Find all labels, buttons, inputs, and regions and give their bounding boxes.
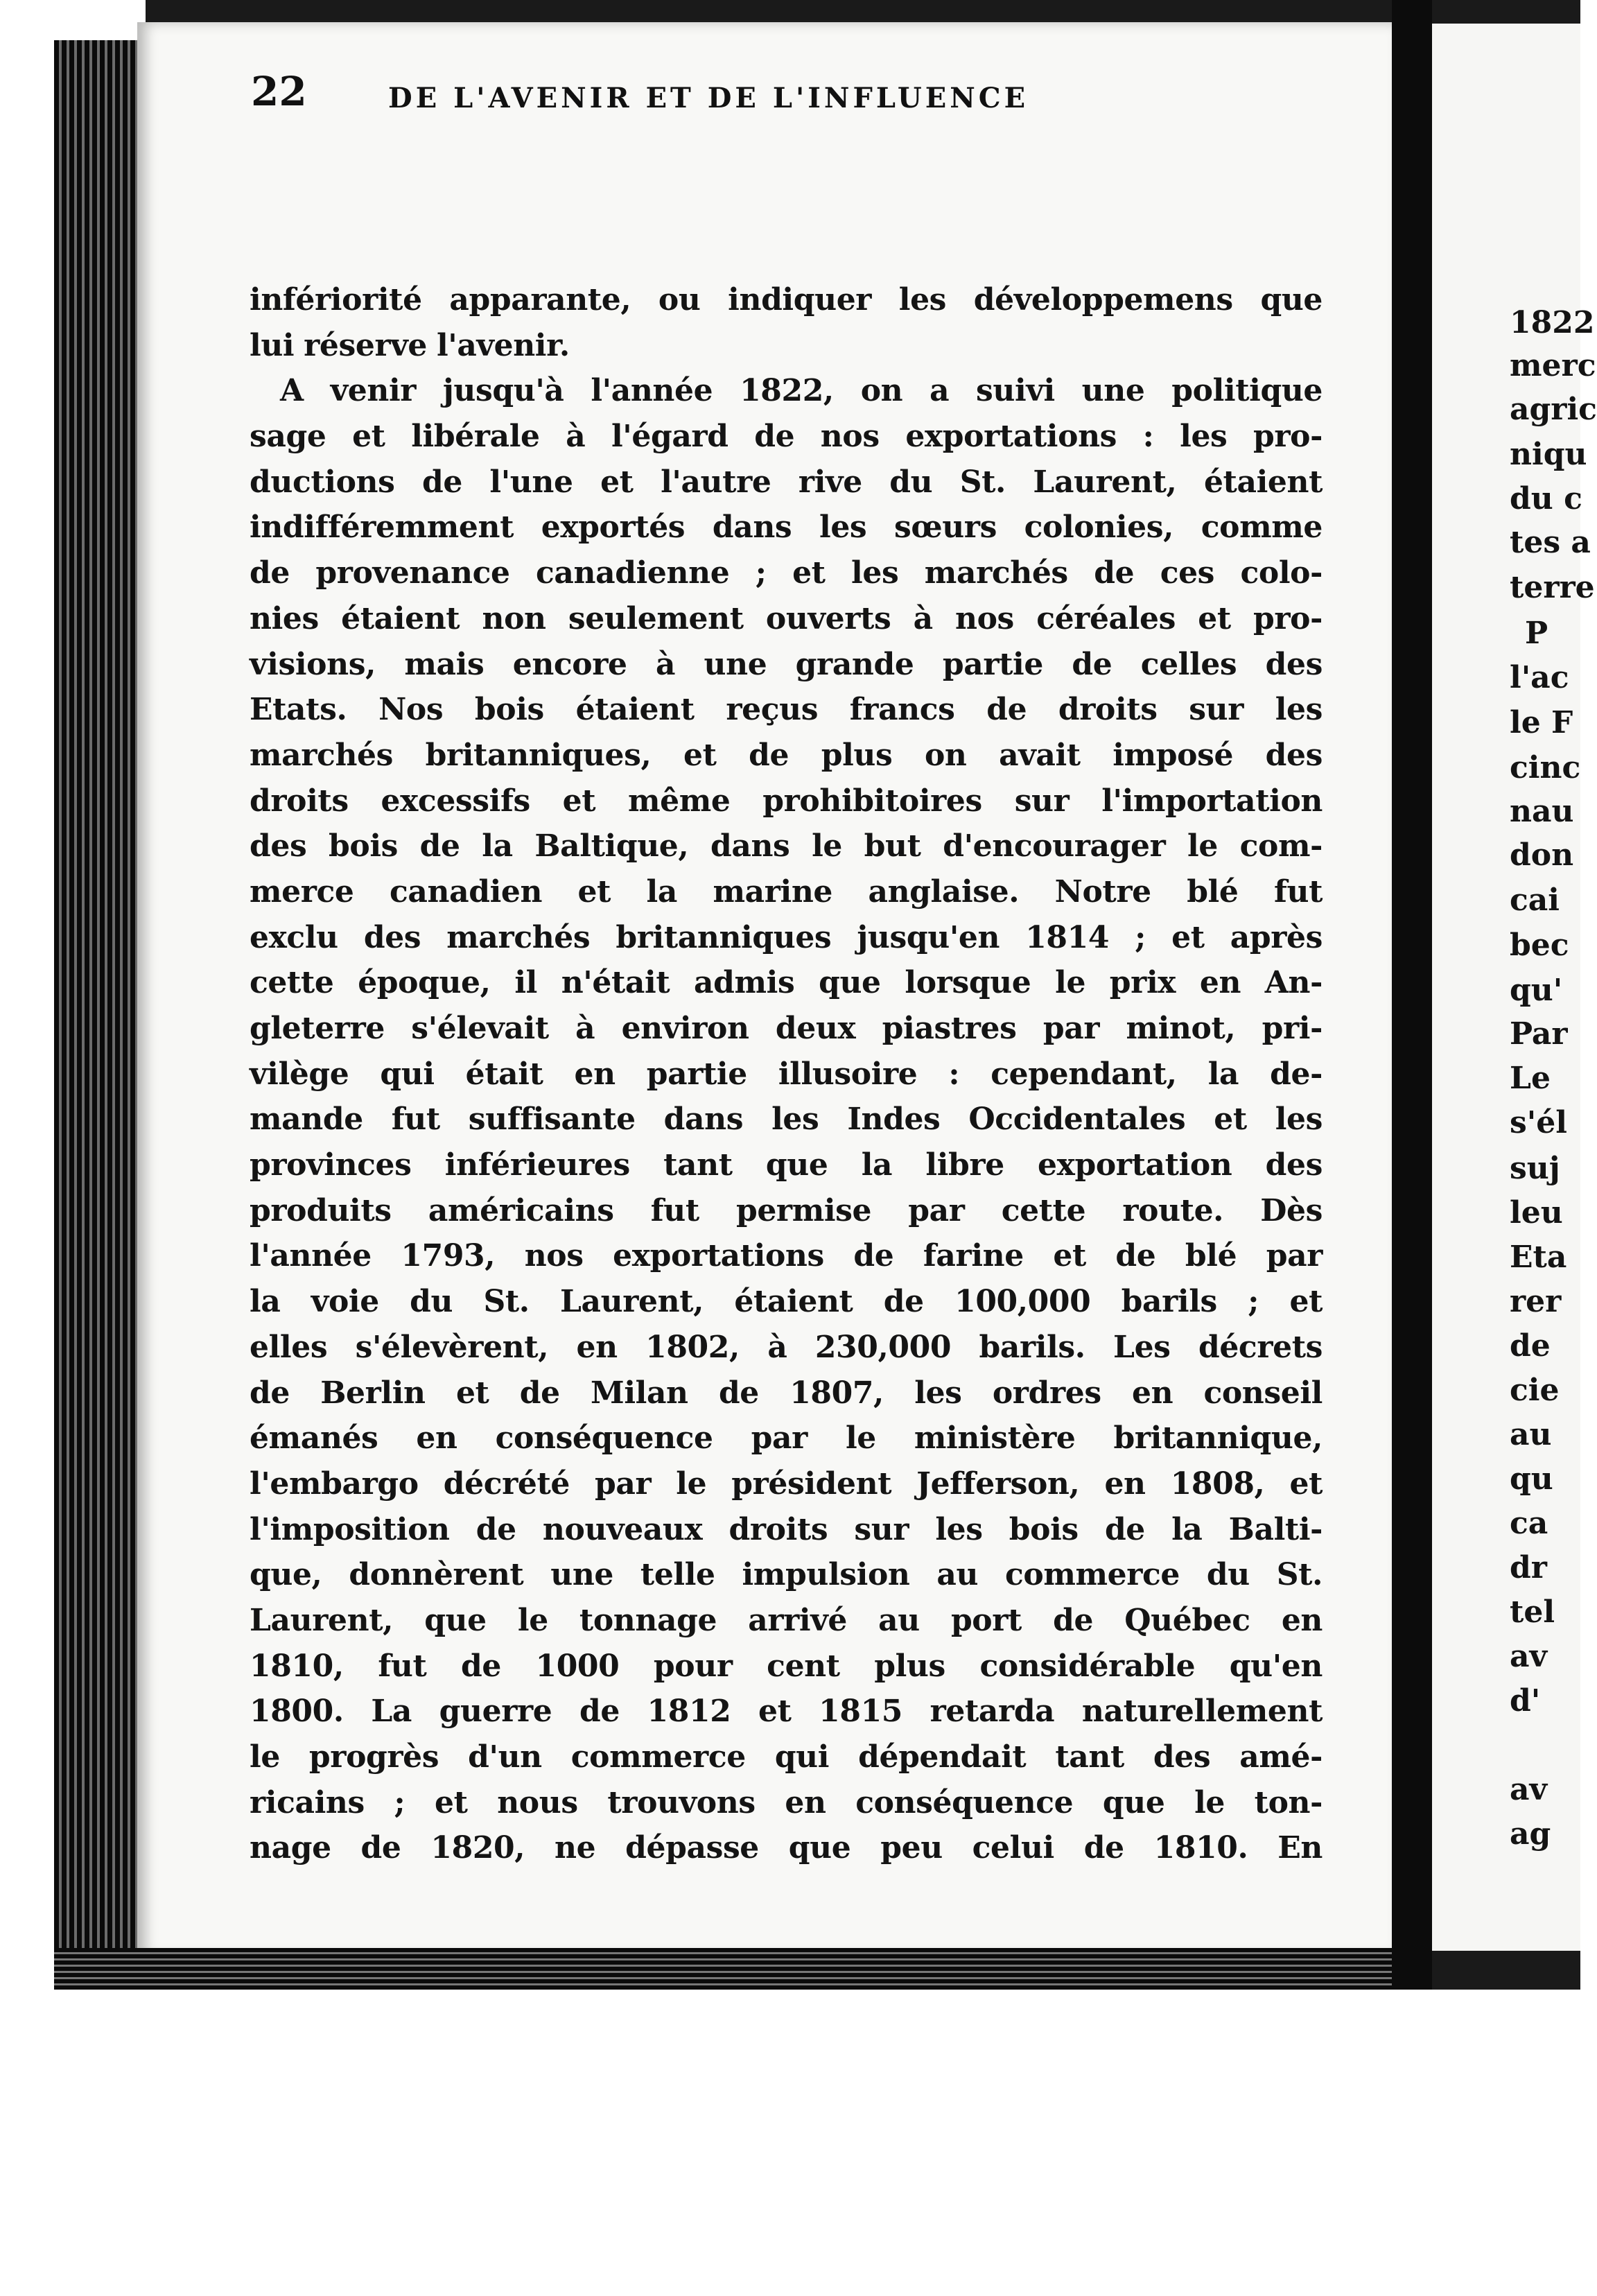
- facing-page-fragment: suj: [1510, 1151, 1560, 1186]
- text-line: l'imposition de nouveaux droits sur les bois de la Balti-: [250, 1511, 1323, 1547]
- bottom-margin: [0, 1990, 1580, 2296]
- text-line: le progrès d'un commerce qui dépendait tant des amé-: [250, 1739, 1323, 1775]
- running-head: DE L'AVENIR ET DE L'INFLUENCE: [388, 82, 1029, 114]
- text-line: lui réserve l'avenir.: [250, 327, 570, 363]
- page-edges-left: [54, 40, 137, 1960]
- text-line: de provenance canadienne ; et les marchés de ces colo-: [250, 555, 1323, 591]
- facing-page-fragment: qu': [1510, 973, 1563, 1008]
- text-line: infériorité apparante, ou indiquer les développemens que: [250, 282, 1323, 318]
- text-line: mande fut suffisante dans les Indes Occidentales et les: [250, 1102, 1323, 1138]
- facing-page-fragment: agric: [1510, 392, 1597, 427]
- text-line: Etats. Nos bois étaient reçus francs de droits sur les: [250, 692, 1323, 728]
- facing-page-fragment: 1822: [1510, 305, 1595, 340]
- facing-page-fragment: cie: [1510, 1373, 1560, 1408]
- facing-page-fragment: terre: [1510, 570, 1595, 605]
- text-line: exclu des marchés britanniques jusqu'en 1814 ; et après: [250, 919, 1323, 955]
- facing-page-fragment: dr: [1510, 1550, 1547, 1585]
- text-line: l'année 1793, nos exportations de farine et de blé par: [250, 1238, 1323, 1274]
- text-line: ricains ; et nous trouvons en conséquence que le ton-: [250, 1784, 1323, 1820]
- facing-page-fragment: tes a: [1510, 525, 1591, 560]
- page-edges-bottom: [54, 1948, 1413, 1990]
- facing-page-fragment: cinc: [1510, 750, 1581, 785]
- book-spine: [1392, 0, 1432, 2296]
- text-line: provinces inférieures tant que la libre exportation des: [250, 1147, 1323, 1183]
- text-line: l'embargo décrété par le président Jefferson, en 1808, et: [250, 1466, 1323, 1502]
- facing-page-fragment: niqu: [1510, 437, 1587, 472]
- text-line: 1800. La guerre de 1812 et 1815 retarda naturellement: [250, 1694, 1323, 1730]
- text-line: nies étaient non seulement ouverts à nos céréales et pro-: [250, 600, 1323, 636]
- text-line: nage de 1820, ne dépasse que peu celui de 1810. En: [250, 1830, 1323, 1866]
- facing-page-fragment: le F: [1510, 705, 1573, 740]
- body-text: [250, 277, 1323, 1871]
- facing-page-fragment: au: [1510, 1417, 1552, 1452]
- facing-page-fragment: l'ac: [1510, 660, 1569, 695]
- facing-page-fragment: rer: [1510, 1284, 1562, 1319]
- text-line: que, donnèrent une telle impulsion au commerce du St.: [250, 1557, 1323, 1593]
- text-line: 1810, fut de 1000 pour cent plus considérable qu'en: [250, 1648, 1323, 1684]
- facing-page-fragment: ag: [1510, 1816, 1551, 1852]
- text-line: A venir jusqu'à l'année 1822, on a suivi une politique: [280, 373, 1323, 409]
- text-line: produits américains fut permise par cette route. Dès: [250, 1192, 1323, 1228]
- facing-page-fragment: qu: [1510, 1461, 1553, 1497]
- facing-page-fragment: Par: [1510, 1016, 1568, 1052]
- facing-page-fragment: s'él: [1510, 1105, 1567, 1140]
- text-line: Laurent, que le tonnage arrivé au port de Québec en: [250, 1602, 1323, 1638]
- facing-page-fragment: ca: [1510, 1506, 1548, 1541]
- facing-page-fragment: Eta: [1510, 1240, 1567, 1275]
- facing-page-fragment: don: [1510, 837, 1574, 873]
- text-line: marchés britanniques, et de plus on avait imposé des: [250, 737, 1323, 773]
- text-line: gleterre s'élevait à environ deux piastres par minot, pri-: [250, 1011, 1323, 1046]
- text-line: des bois de la Baltique, dans le but d'encourager le com-: [250, 828, 1323, 864]
- text-line: ductions de l'une et l'autre rive du St. Laurent, étaient: [250, 464, 1323, 500]
- facing-page-fragment: Le: [1510, 1061, 1551, 1096]
- page-number: 22: [251, 68, 307, 115]
- facing-page-fragment: d': [1510, 1683, 1541, 1719]
- facing-page-fragment: merc: [1510, 348, 1596, 383]
- text-line: de Berlin et de Milan de 1807, les ordres en conseil: [250, 1375, 1323, 1411]
- facing-page-fragment: leu: [1510, 1195, 1563, 1230]
- text-line: droits excessifs et même prohibitoires sur l'importation: [250, 783, 1323, 819]
- facing-page-fragment: cai: [1510, 882, 1560, 918]
- text-line: sage et libérale à l'égard de nos exportations : les pro-: [250, 419, 1323, 455]
- text-line: indifféremment exportés dans les sœurs colonies, comme: [250, 510, 1323, 546]
- facing-page-fragment: tel: [1510, 1594, 1555, 1630]
- text-line: la voie du St. Laurent, étaient de 100,000 barils ; et: [250, 1284, 1323, 1320]
- text-line: merce canadien et la marine anglaise. Notre blé fut: [250, 873, 1323, 910]
- facing-page-fragment: bec: [1510, 928, 1569, 963]
- facing-page-fragment: nau: [1510, 794, 1574, 829]
- facing-page-fragment: du c: [1510, 481, 1582, 516]
- text-line: visions, mais encore à une grande partie de celles des: [250, 646, 1323, 682]
- text-line: elles s'élevèrent, en 1802, à 230,000 barils. Les décrets: [250, 1329, 1323, 1365]
- facing-page-fragment: P: [1525, 616, 1548, 651]
- text-line: cette époque, il n'était admis que lorsque le prix en An-: [250, 965, 1323, 1001]
- text-line: émanés en conséquence par le ministère britannique,: [250, 1420, 1323, 1456]
- facing-page-fragment: av: [1510, 1639, 1548, 1674]
- facing-page-fragment: av: [1510, 1772, 1548, 1807]
- facing-page-fragment: de: [1510, 1328, 1551, 1364]
- text-line: vilège qui était en partie illusoire : cependant, la de-: [250, 1056, 1323, 1092]
